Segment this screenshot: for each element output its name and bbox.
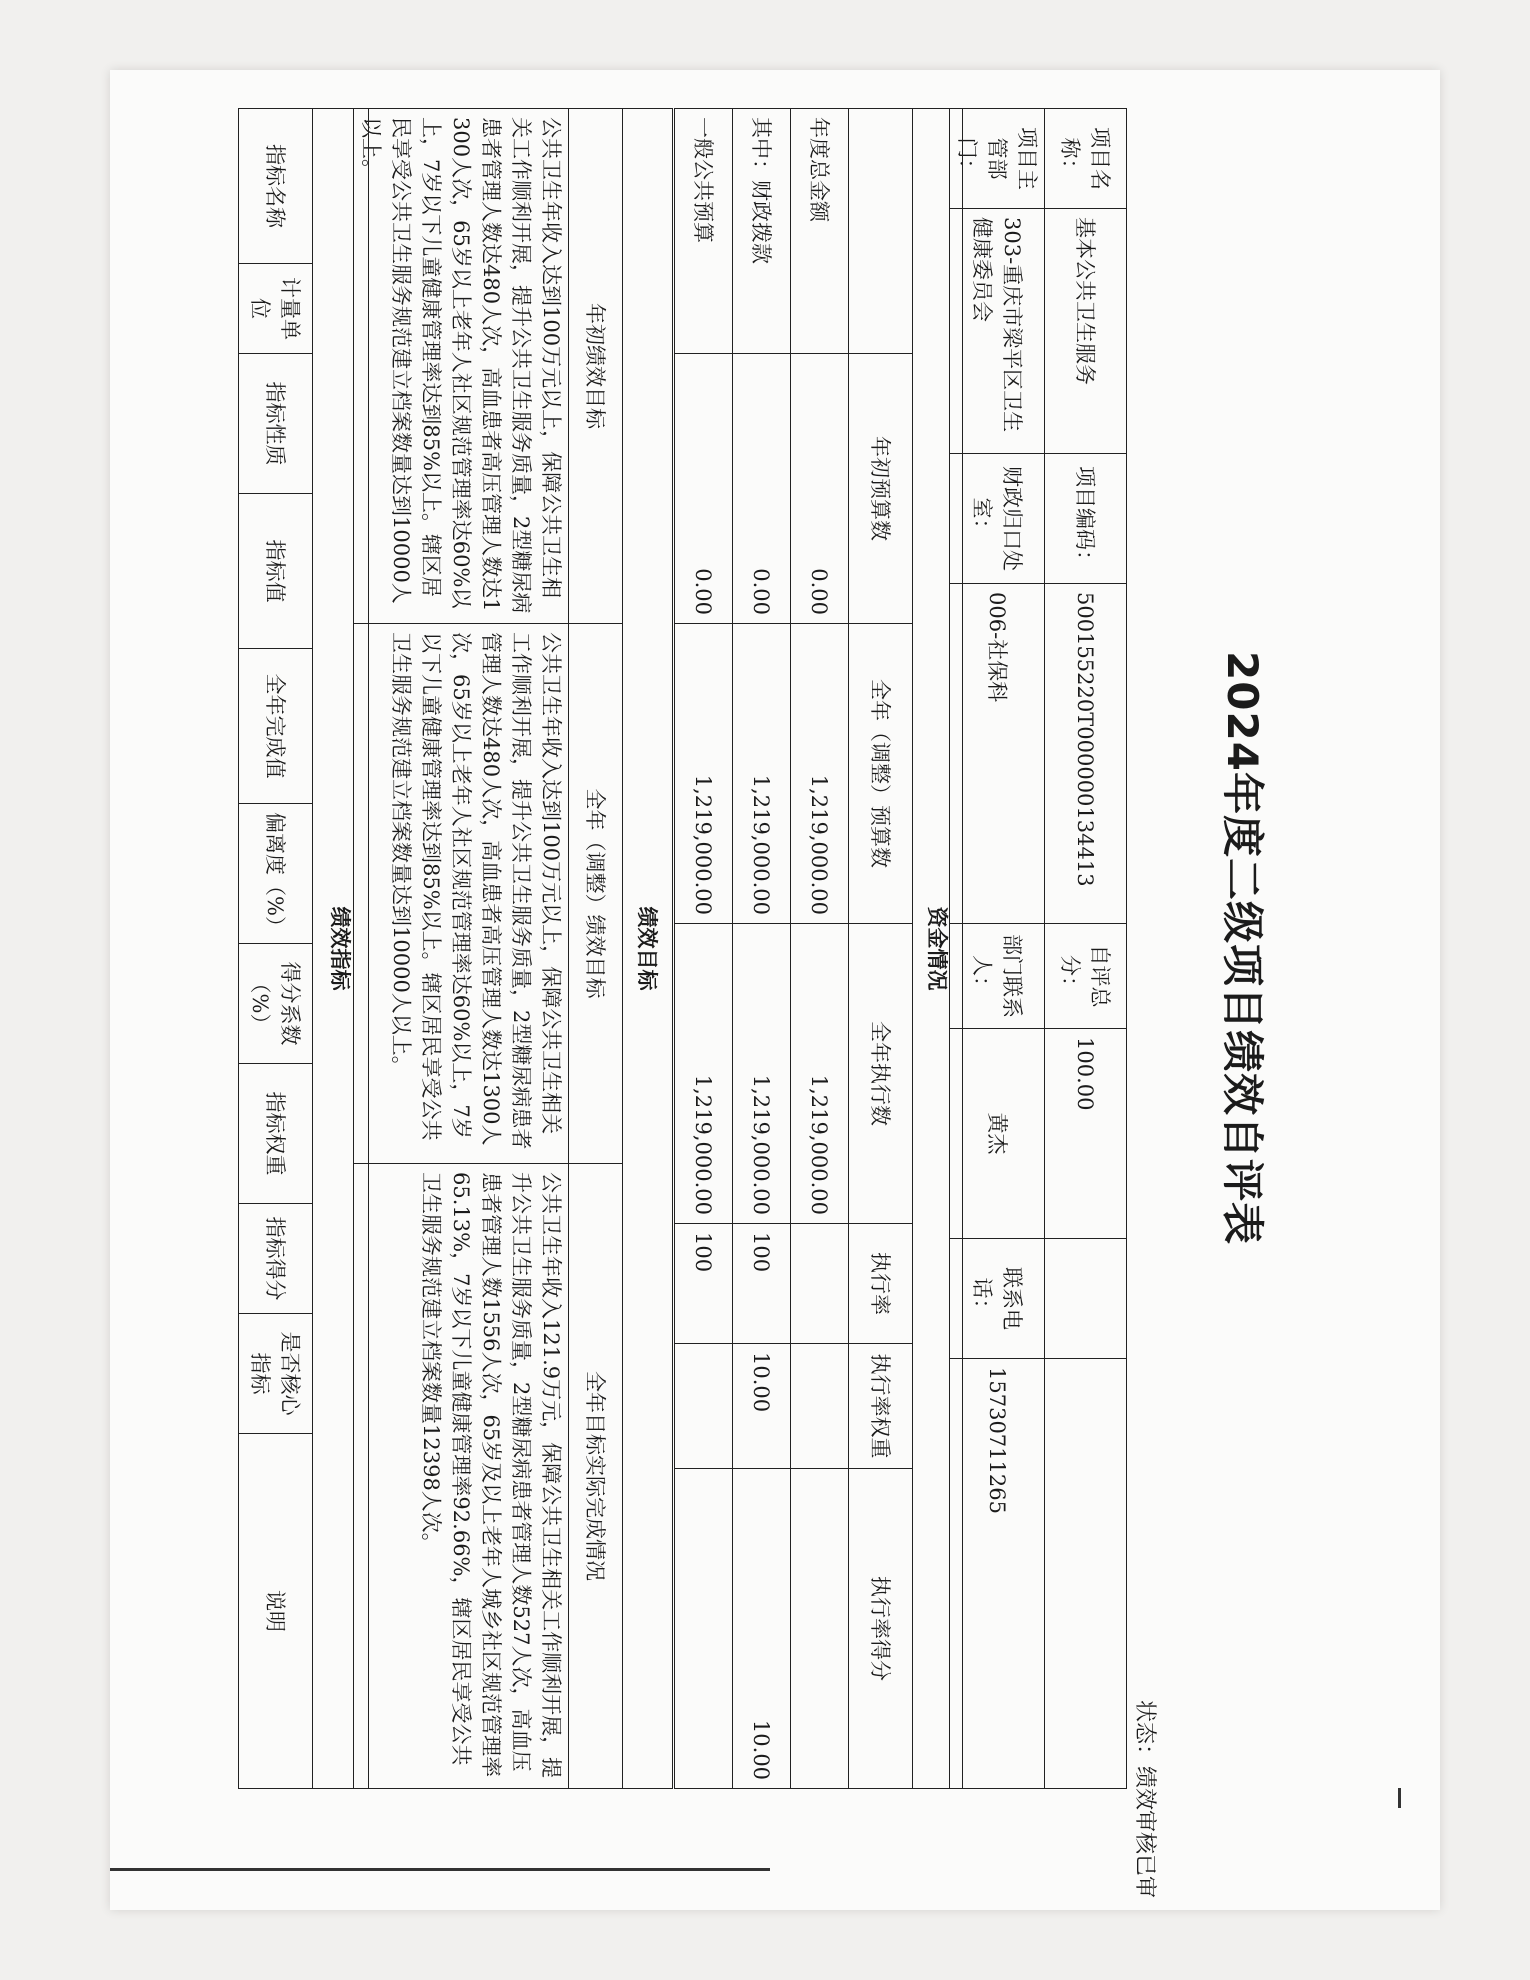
contact-person-label: 部门联系人： [950,924,1045,1029]
finance-office-label: 财政归口处室： [950,454,1045,584]
project-name-value: 基本公共卫生服务 [1045,209,1127,454]
indicator-header-note: 说明 [239,1434,313,1789]
funds-row [733,109,791,1789]
form-title: 2024年度二级项目绩效自评表 [1218,651,1267,1245]
funds-cell [675,1469,733,1789]
department-value: 303-重庆市梁平区卫生健康委员会 [950,209,1045,454]
funds-header-score: 执行率得分 [849,1469,913,1789]
funds-row [791,109,849,1789]
scan-edge-mark [1398,1788,1401,1808]
funds-row-label: 年度总金额 [791,109,849,354]
finance-office-value: 006-社保科 [950,584,1045,924]
indicator-header-actual: 全年完成值 [239,649,313,804]
funds-cell: 100 [675,1224,733,1344]
funds-cell: 1,219,000.00 [675,924,733,1224]
funds-table [674,108,963,1789]
funds-cell: 100 [733,1224,791,1344]
indicators-section-title: 绩效指标 [313,109,369,1789]
status-label: 状态：绩效审核已审 [1132,1699,1157,1898]
funds-cell: 0.00 [733,354,791,624]
self-score-value: 100.00 [1045,1029,1127,1239]
funds-cell [791,1224,849,1344]
project-code-value: 500155220T000000134413 [1045,584,1127,924]
funds-cell: 1,219,000.00 [791,924,849,1224]
indicator-header-core: 是否核心指标 [239,1314,313,1434]
goals-header-actual: 全年目标实际完成情况 [569,1164,623,1789]
contact-phone-value: 15730711265 [950,1359,1045,1789]
goals-section-title: 绩效目标 [623,109,673,1789]
indicators-table [238,108,369,1789]
funds-cell: 1,219,000.00 [791,624,849,924]
funds-cell: 10.00 [733,1469,791,1789]
funds-header-adjusted: 全年（调整）预算数 [849,624,913,924]
goal-initial-text: 公共卫生年收入达到100万元以上，保障公共卫生相关工作顺利开展，提升公共卫生服务质量，2型糖尿病患者管理人数达480人次，高血患者高压管理人数达1300人次，65岁以上老年人社区规范管理率达60%以上，7岁以下儿童健康管理率达到85%以上。辖区居民享受公共卫生服务规范建立档案数量达到10000人以上。 [354,109,569,624]
funds-cell: 0.00 [675,354,733,624]
funds-row-label: 一般公共预算 [675,109,733,354]
funds-section-title: 资金情况 [913,109,963,1789]
funds-row-label: 其中：财政拨款 [733,109,791,354]
funds-header-executed: 全年执行数 [849,924,913,1224]
funds-header-initial: 年初预算数 [849,354,913,624]
project-info-table [949,108,1127,1789]
funds-header-weight: 执行率权重 [849,1344,913,1469]
goals-table [353,108,673,1789]
scan-edge-line [110,1868,770,1871]
indicator-header-deviation: 偏离度（%） [239,804,313,944]
funds-cell: 1,219,000.00 [675,624,733,924]
funds-cell [791,1469,849,1789]
indicator-header-unit: 计量单位 [239,264,313,354]
funds-cell: 1,219,000.00 [733,924,791,1224]
funds-cell: 1,219,000.00 [733,624,791,924]
funds-cell: 10.00 [733,1344,791,1469]
self-score-label: 自评总分： [1045,924,1127,1029]
goals-header-initial: 年初绩效目标 [569,109,623,624]
department-label: 项目主管部门： [950,109,1045,209]
contact-phone-label: 联系电话： [950,1239,1045,1359]
funds-row [675,109,733,1789]
rotated-form-page [67,108,1267,1908]
contact-person-value: 黄杰 [950,1029,1045,1239]
indicator-header-coefficient: 得分系数（%） [239,944,313,1064]
indicator-header-nature: 指标性质 [239,354,313,494]
funds-cell [791,1344,849,1469]
goals-header-adjusted: 全年（调整）绩效目标 [569,624,623,1164]
indicator-header-score: 指标得分 [239,1204,313,1314]
indicator-header-name: 指标名称 [239,109,313,264]
funds-cell: 0.00 [791,354,849,624]
indicator-header-value: 指标值 [239,494,313,649]
project-code-label: 项目编码： [1045,454,1127,584]
funds-cell [675,1344,733,1469]
goal-actual-text: 公共卫生年收入121.9万元，保障公共卫生相关工作顺利开展，提升公共卫生服务质量，2型糖尿病患者管理人数527人次，高血压患者管理人数1556人次，65岁及以上老年人城乡社区规范管理率65.13%，7岁以下儿童健康管理率92.66%，辖区居民享受公共卫生服务规范建立档案数量12398人次。 [354,1164,569,1789]
funds-header-rate: 执行率 [849,1224,913,1344]
project-name-label: 项目名称： [1045,109,1127,209]
goal-adjusted-text: 公共卫生年收入达到100万元以上，保障公共卫生相关工作顺利开展，提升公共卫生服务质量，2型糖尿病患者管理人数达480人次，高血患者高压管理人数达1300人次，65岁以上老年人社区规范管理率达60%以上，7岁以下儿童健康管理率达到85%以上。辖区居民享受公共卫生服务规范建立档案数量达到10000人以上。 [354,624,569,1164]
indicator-header-weight: 指标权重 [239,1064,313,1204]
